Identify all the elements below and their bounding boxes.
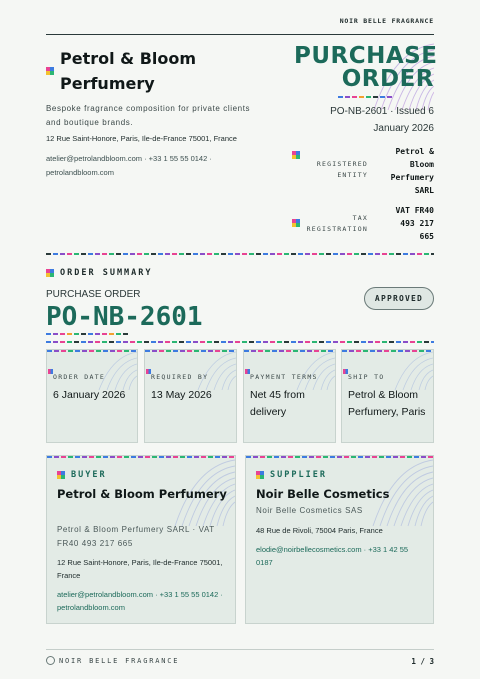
meta-label: PAYMENT TERMS bbox=[250, 373, 318, 381]
section-mark-icon bbox=[256, 471, 264, 479]
header-brand: NOIR BELLE FRAGRANCE bbox=[339, 17, 434, 25]
wave-pattern-icon bbox=[186, 350, 236, 390]
status-badge: APPROVED bbox=[364, 287, 434, 310]
meta-value: Petrol & Bloom Perfumery, Paris bbox=[348, 389, 426, 418]
order-summary-heading bbox=[46, 268, 153, 278]
meta-card-order-date bbox=[46, 349, 138, 443]
title-rule bbox=[338, 96, 393, 98]
po-number-rule bbox=[46, 333, 128, 335]
po-number-display: PO-NB-2601 bbox=[46, 302, 203, 332]
company-address: 12 Rue Saint-Honore, Paris, Ile-de-France 75001, France bbox=[46, 134, 237, 143]
registered-entity-value: Petrol & Bloom Perfumery SARL bbox=[390, 147, 434, 195]
brand-mark-icon bbox=[46, 67, 54, 75]
section-mark-icon bbox=[46, 269, 54, 277]
po-small-label: PURCHASE ORDER bbox=[46, 289, 141, 300]
meta-value: 13 May 2026 bbox=[151, 389, 212, 401]
company-tagline: Bespoke fragrance composition for private clients and boutique brands. bbox=[46, 104, 251, 127]
company-name: Petrol & Bloom Perfumery bbox=[60, 49, 197, 93]
meta-card-payment-terms bbox=[243, 349, 336, 443]
document-title: PURCHASE ORDER bbox=[294, 43, 438, 92]
wave-pattern-icon bbox=[383, 350, 433, 390]
supplier-heading bbox=[256, 470, 327, 480]
document-number: PO-NB-2601 · Issued 6 bbox=[330, 106, 434, 117]
meta-label: ORDER DATE bbox=[53, 373, 106, 381]
buyer-label: BUYER bbox=[71, 470, 107, 480]
supplier-address: 48 Rue de Rivoli, 75004 Paris, France bbox=[256, 526, 383, 535]
tax-registration-value: VAT FR40 493 217 665 bbox=[395, 206, 434, 241]
supplier-card bbox=[245, 455, 434, 624]
order-summary-label: ORDER SUMMARY bbox=[60, 268, 153, 278]
meta-card-ship-to bbox=[341, 349, 434, 443]
wave-pattern-icon bbox=[285, 350, 335, 390]
buyer-contact[interactable]: atelier@petrolandbloom.com · +33 1 55 55 0142 · petrolandbloom.com bbox=[57, 590, 223, 612]
supplier-contact[interactable]: elodie@noirbellecosmetics.com · +33 1 42 55 0187 bbox=[256, 545, 409, 567]
tax-registration-row bbox=[292, 204, 434, 243]
bullet-mark-icon bbox=[292, 151, 300, 159]
page-number: 1 / 3 bbox=[411, 657, 434, 666]
header-rule bbox=[46, 34, 434, 35]
footer-rule bbox=[46, 649, 434, 650]
tax-registration-label: TAX REGISTRATION bbox=[306, 214, 368, 233]
meta-label: SHIP TO bbox=[348, 373, 385, 381]
supplier-label: SUPPLIER bbox=[270, 470, 327, 480]
document-date: January 2026 bbox=[373, 123, 434, 134]
registered-entity-row bbox=[292, 145, 434, 197]
summary-divider bbox=[46, 341, 434, 343]
section-mark-icon bbox=[57, 471, 65, 479]
supplier-legal: Noir Belle Cosmetics SAS bbox=[256, 506, 363, 515]
meta-value: 6 January 2026 bbox=[53, 389, 126, 401]
buyer-address: 12 Rue Saint-Honore, Paris, Ile-de-France 75001, France bbox=[57, 558, 223, 580]
meta-label: REQUIRED BY bbox=[151, 373, 209, 381]
registered-entity-label: REGISTERED ENTITY bbox=[316, 160, 368, 179]
buyer-heading bbox=[57, 470, 107, 480]
meta-value: Net 45 from delivery bbox=[250, 389, 305, 418]
section-divider bbox=[46, 253, 434, 255]
footer-brand-block bbox=[46, 656, 179, 665]
supplier-name: Noir Belle Cosmetics bbox=[256, 487, 390, 501]
footer-brand: NOIR BELLE FRAGRANCE bbox=[59, 656, 180, 665]
bullet-mark-icon bbox=[292, 219, 300, 227]
company-contact: atelier@petrolandbloom.com · +33 1 55 55 0142 · petrolandbloom.com bbox=[46, 154, 212, 177]
buyer-name: Petrol & Bloom Perfumery bbox=[57, 487, 227, 501]
meta-card-required-by bbox=[144, 349, 237, 443]
buyer-card bbox=[46, 455, 236, 624]
circle-icon bbox=[46, 656, 55, 665]
buyer-legal: Petrol & Bloom Perfumery SARL · VAT FR40 493 217 665 bbox=[57, 525, 215, 548]
wave-pattern-icon bbox=[87, 350, 137, 390]
